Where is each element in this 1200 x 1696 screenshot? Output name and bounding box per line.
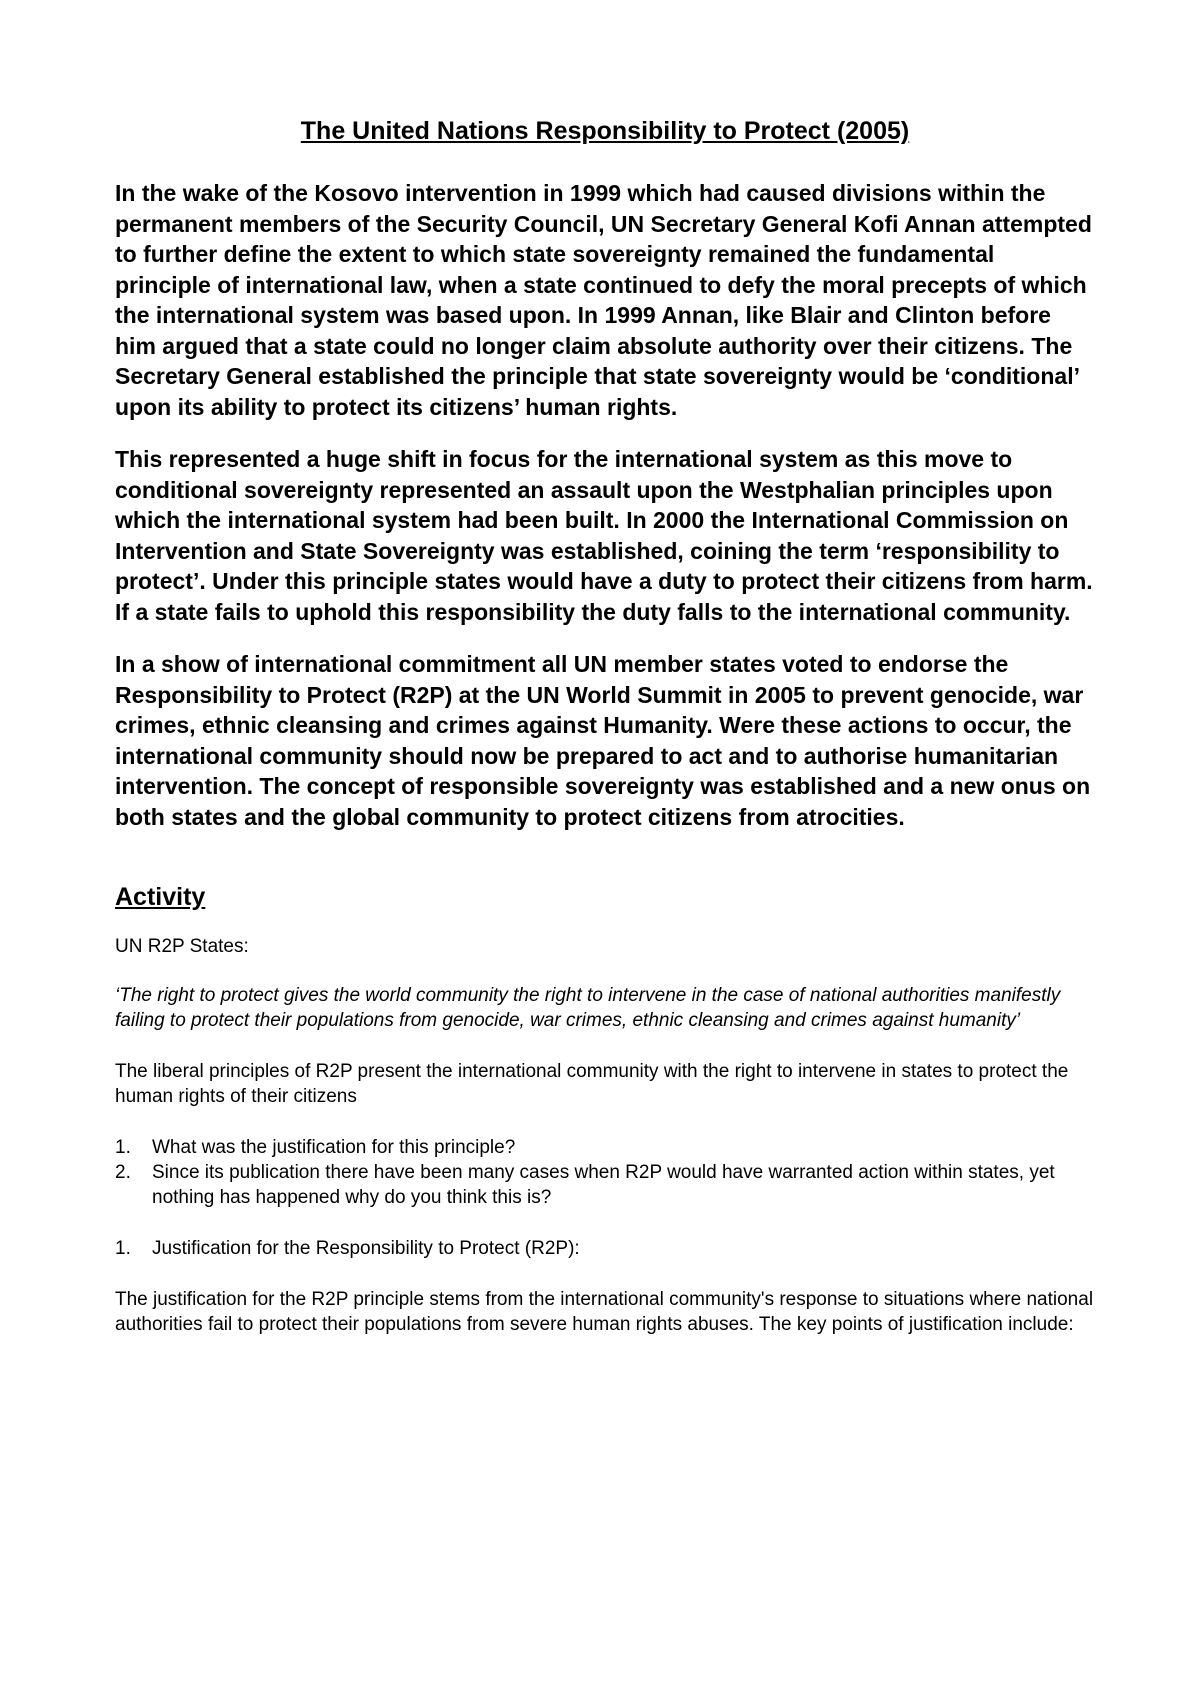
list-item-text: Since its publication there have been many cases when R2P would have warranted action within states, yet nothing has happened why do you think this is? bbox=[152, 1162, 1055, 1208]
paragraph-kosovo: In the wake of the Kosovo intervention in 1999 which had caused divisions within the permanent members of the Security Council, UN Secretary General Kofi Annan attempted to further define the extent to which state sovereignty remained the fundamental principle of international law, when a state continued to defy the moral precepts of which the international system was based upon. In 1999 Annan, like Blair and Clinton before him argued that a state could no longer claim absolute authority over their citizens. The Secretary General established the principle that state sovereignty would be ‘conditional’ upon its ability to protect its citizens’ human rights. bbox=[115, 180, 1092, 420]
list-number: 1. bbox=[115, 1137, 131, 1158]
document-page bbox=[115, 100, 1095, 1337]
list-item bbox=[115, 1135, 1095, 1160]
r2p-quote: ‘The right to protect gives the world community the right to intervene in the case of national authorities manifestly failing to protect their populations from genocide, war crimes, ethnic cleansing and crimes against humanity’ bbox=[115, 985, 1061, 1031]
answer-heading bbox=[115, 1236, 1095, 1261]
list-number: 2. bbox=[115, 1162, 131, 1183]
answer-heading-text: Justification for the Responsibility to Protect (R2P): bbox=[152, 1238, 580, 1259]
document-title: The United Nations Responsibility to Protect (2005) bbox=[300, 117, 910, 145]
list-item bbox=[115, 1160, 1095, 1210]
justification-paragraph: The justification for the R2P principle stems from the international community's response to situations where national authorities fail to protect their populations from severe human rights abuses. The key points of justification include: bbox=[115, 1289, 1094, 1335]
list-number: 1. bbox=[115, 1238, 131, 1259]
question-list bbox=[115, 1135, 1095, 1210]
list-item-text: What was the justification for this principle? bbox=[152, 1137, 516, 1158]
states-label: UN R2P States: bbox=[115, 936, 249, 957]
paragraph-conditional-sovereignty: This represented a huge shift in focus for the international system as this move to conditional sovereignty represented an assault upon the Westphalian principles upon which the international system had been built. In 2000 the International Commission on Intervention and State Sovereignty was established, coining the term ‘responsibility to protect’. Under this principle states would have a duty to protect their citizens from harm. If a state fails to uphold this responsibility the duty falls to the international community. bbox=[115, 446, 1093, 625]
liberal-principles-paragraph: The liberal principles of R2P present the international community with the right to intervene in states to protect the human rights of their citizens bbox=[115, 1061, 1069, 1107]
activity-heading: Activity bbox=[115, 883, 206, 911]
paragraph-world-summit: In a show of international commitment all UN member states voted to endorse the Responsibility to Protect (R2P) at the UN World Summit in 2005 to prevent genocide, war crimes, ethnic cleansing and crimes against Humanity. Were these actions to occur, the international community should now be prepared to act and to authorise humanitarian intervention. The concept of responsible sovereignty was established and a new onus on both states and the global community to protect citizens from atrocities. bbox=[115, 651, 1091, 830]
